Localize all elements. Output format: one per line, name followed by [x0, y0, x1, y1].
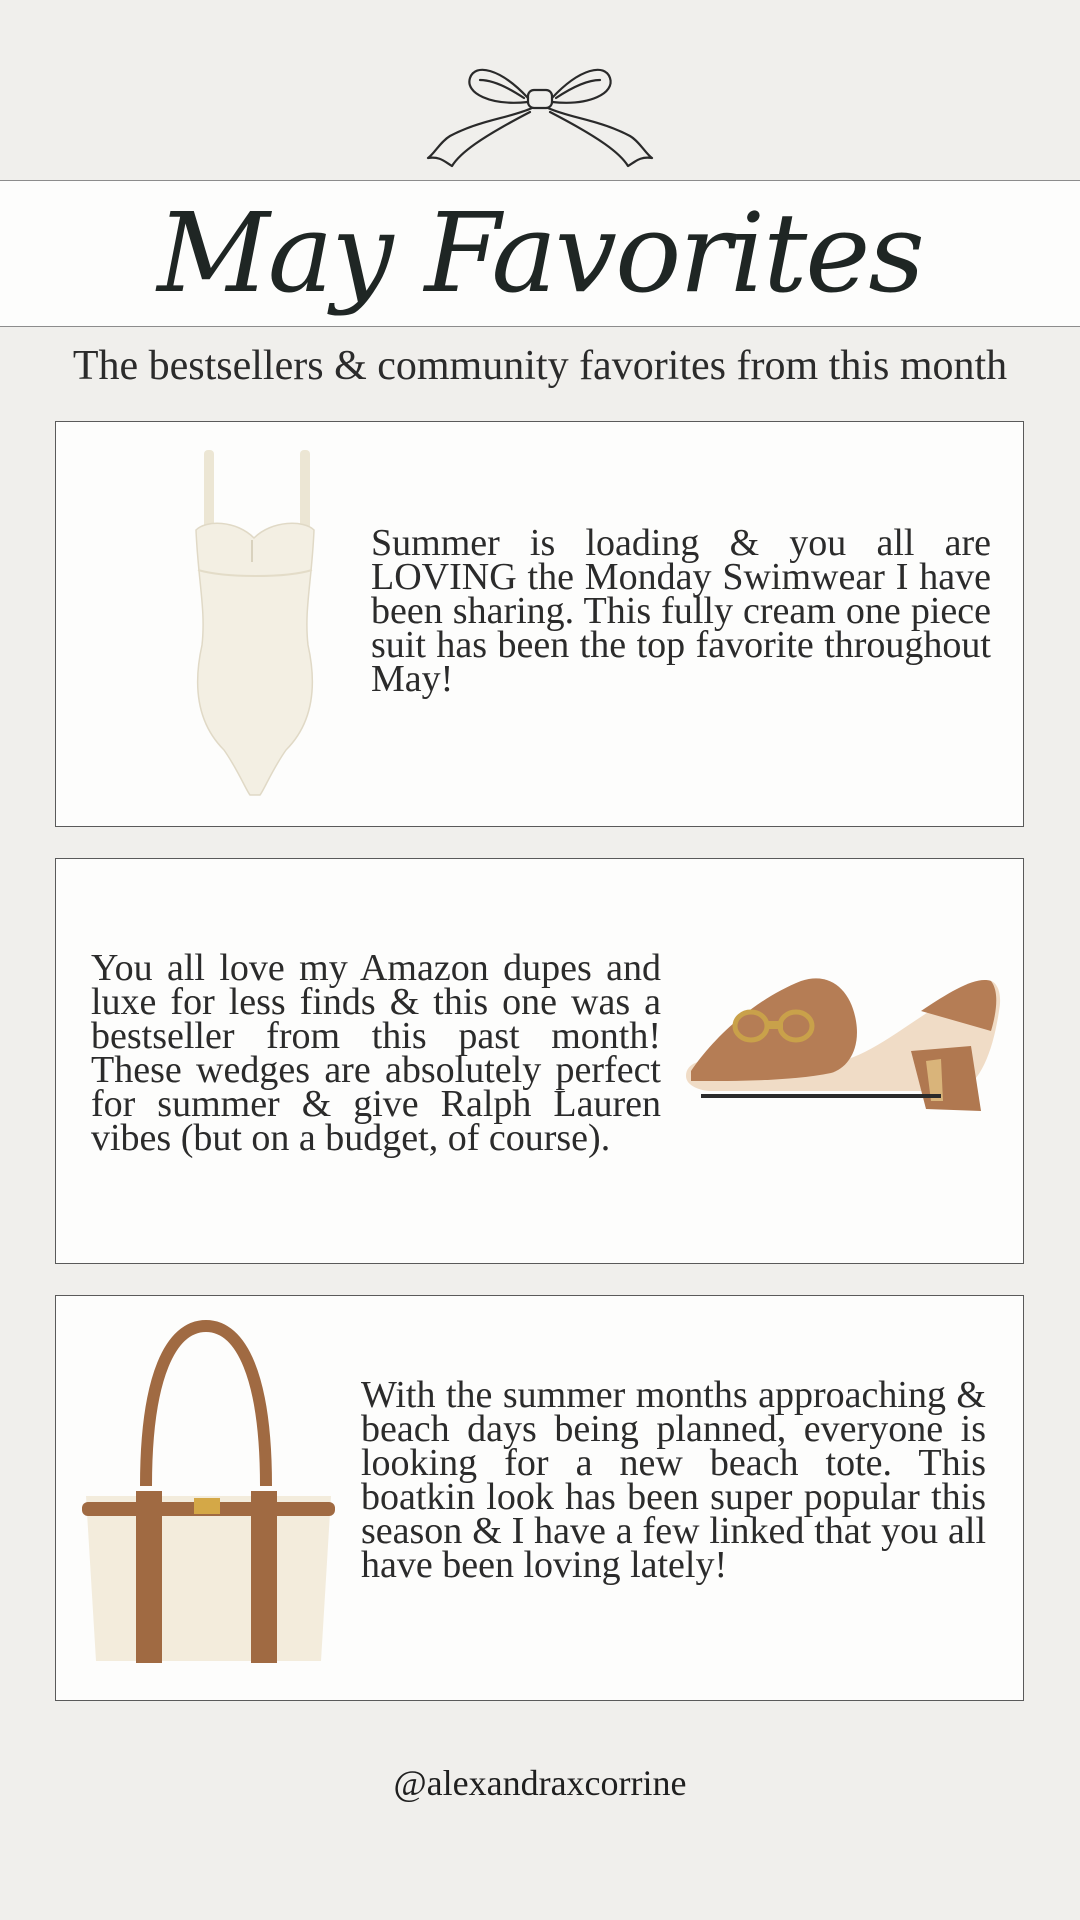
sandal-image [681, 951, 1001, 1131]
tote-bag-image [76, 1316, 341, 1681]
product-card-swimsuit[interactable] [55, 421, 1024, 827]
page-subtitle: The bestsellers & community favorites from this month [72, 343, 1008, 389]
social-handle[interactable]: @alexandraxcorrine [393, 1763, 687, 1803]
card-text: You all love my Amazon dupes and luxe for less finds & this one was a bestseller from this past month! These wedges are absolutely perfect for summer & give Ralph Lauren vibes (but on a budget, of course). [91, 947, 661, 1159]
page-title: May Favorites [157, 189, 923, 317]
swimsuit-image [136, 450, 336, 800]
product-card-tote[interactable] [55, 1295, 1024, 1701]
bow-icon [420, 58, 660, 168]
product-card-sandal[interactable] [55, 858, 1024, 1264]
card-text: With the summer months approaching & beach days being planned, everyone is looking for a new beach tote. This boatkin look has been super popular this season & I have a few linked that you all have been loving lately! [361, 1374, 986, 1586]
card-text: Summer is loading & you all are LOVING the Monday Swimwear I have been sharing. This fully cream one piece suit has been the top favorite throughout May! [371, 522, 991, 700]
